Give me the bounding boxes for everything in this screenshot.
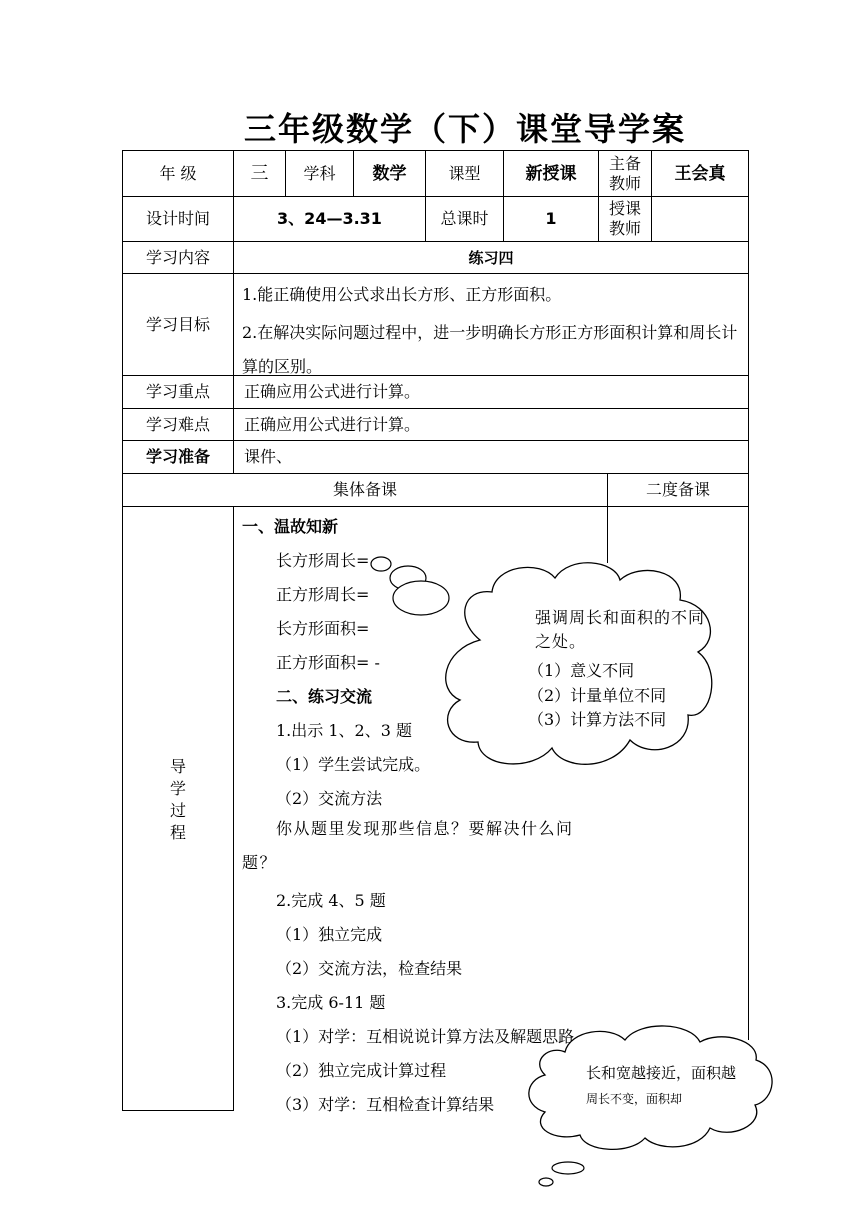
subject-value: 数学 [372,163,407,184]
content-value: 练习四 [468,248,514,267]
grade-value: 三 [250,162,269,184]
callout-item-1: （1）意义不同 [528,661,635,680]
step-2: 2.完成 4、5 题 [276,891,386,910]
prep-teacher-label: 主备 教师 [608,153,641,193]
goal-2: 2.在解决实际问题过程中，进一步明确长方形正方形面积计算和周长计算的区别。 [242,323,738,376]
step-1-2: （2）交流方法 [276,789,383,808]
goals-label: 学习目标 [145,314,210,334]
design-time-label: 设计时间 [145,209,210,228]
step-1-question: 你从题里发现那些信息？要解决什么问题？ [242,819,574,872]
step-3-1: （1）对学：互相说说计算方法及解题思路 [276,1027,575,1046]
callout-item-2: （2）计量单位不同 [528,686,667,705]
preparation-label: 学习准备 [145,447,210,466]
prep-teacher-value: 王会真 [674,163,726,184]
callout-emphasis: 强调周长和面积的不同之处。 [535,608,706,651]
focus-value: 正确应用公式进行计算。 [244,382,421,401]
focus-label: 学习重点 [145,382,210,401]
total-hours-label: 总课时 [440,209,489,228]
page-title: 三年级数学（下）课堂导学案 [243,110,686,148]
difficulty-label: 学习难点 [145,414,210,434]
teach-teacher-label: 授课 教师 [608,199,641,238]
step-3: 3.完成 6-11 题 [276,993,386,1012]
step-3-3: （3）对学：互相检查计算结果 [276,1095,495,1114]
section-review: 一、温故知新 [242,517,339,536]
callout-item-3: （3）计算方法不同 [528,710,667,729]
formula-square-perimeter: 正方形周长= [276,585,370,604]
callout2-line2: 周长不变，面积却 [586,1092,683,1106]
section-practice: 二、练习交流 [276,687,373,706]
total-hours-value: 1 [545,209,557,228]
thought-bubble-2-small [539,1178,553,1186]
step-2-2: （2）交流方法，检查结果 [276,959,463,978]
formula-rect-area: 长方形面积= [276,619,370,638]
content-label: 学习内容 [145,247,210,267]
cloud-shape-2 [529,1026,772,1149]
grade-label: 年 级 [159,163,197,183]
formula-rect-perimeter: 长方形周长= [276,551,370,570]
thought-bubble-small [371,557,391,571]
callout2-line1: 长和宽越接近，面积越 [586,1064,737,1082]
step-3-2: （2）独立完成计算过程 [276,1061,447,1080]
formula-square-area: 正方形面积= - [276,653,380,672]
step-1-1: （1）学生尝试完成。 [276,755,431,774]
second-prep-header: 二度备课 [645,480,710,499]
thought-bubble-large [393,581,449,615]
step-1: 1.出示 1、2、3 题 [276,721,412,740]
lesson-type-value: 新授课 [525,163,577,184]
step-2-1: （1）独立完成 [276,925,383,944]
design-time-value: 3、24—3.31 [277,209,382,228]
preparation-value: 课件、 [244,447,293,466]
difficulty-value: 正确应用公式进行计算。 [244,414,421,434]
subject-label: 学科 [303,163,336,183]
lesson-type-label: 课型 [448,163,481,183]
goal-1: 1.能正确使用公式求出长方形、正方形面积。 [242,285,562,304]
thought-bubble-2-medium [552,1162,584,1174]
collective-prep-header: 集体备课 [332,480,397,499]
process-label: 导 学 过 程 [169,757,186,842]
